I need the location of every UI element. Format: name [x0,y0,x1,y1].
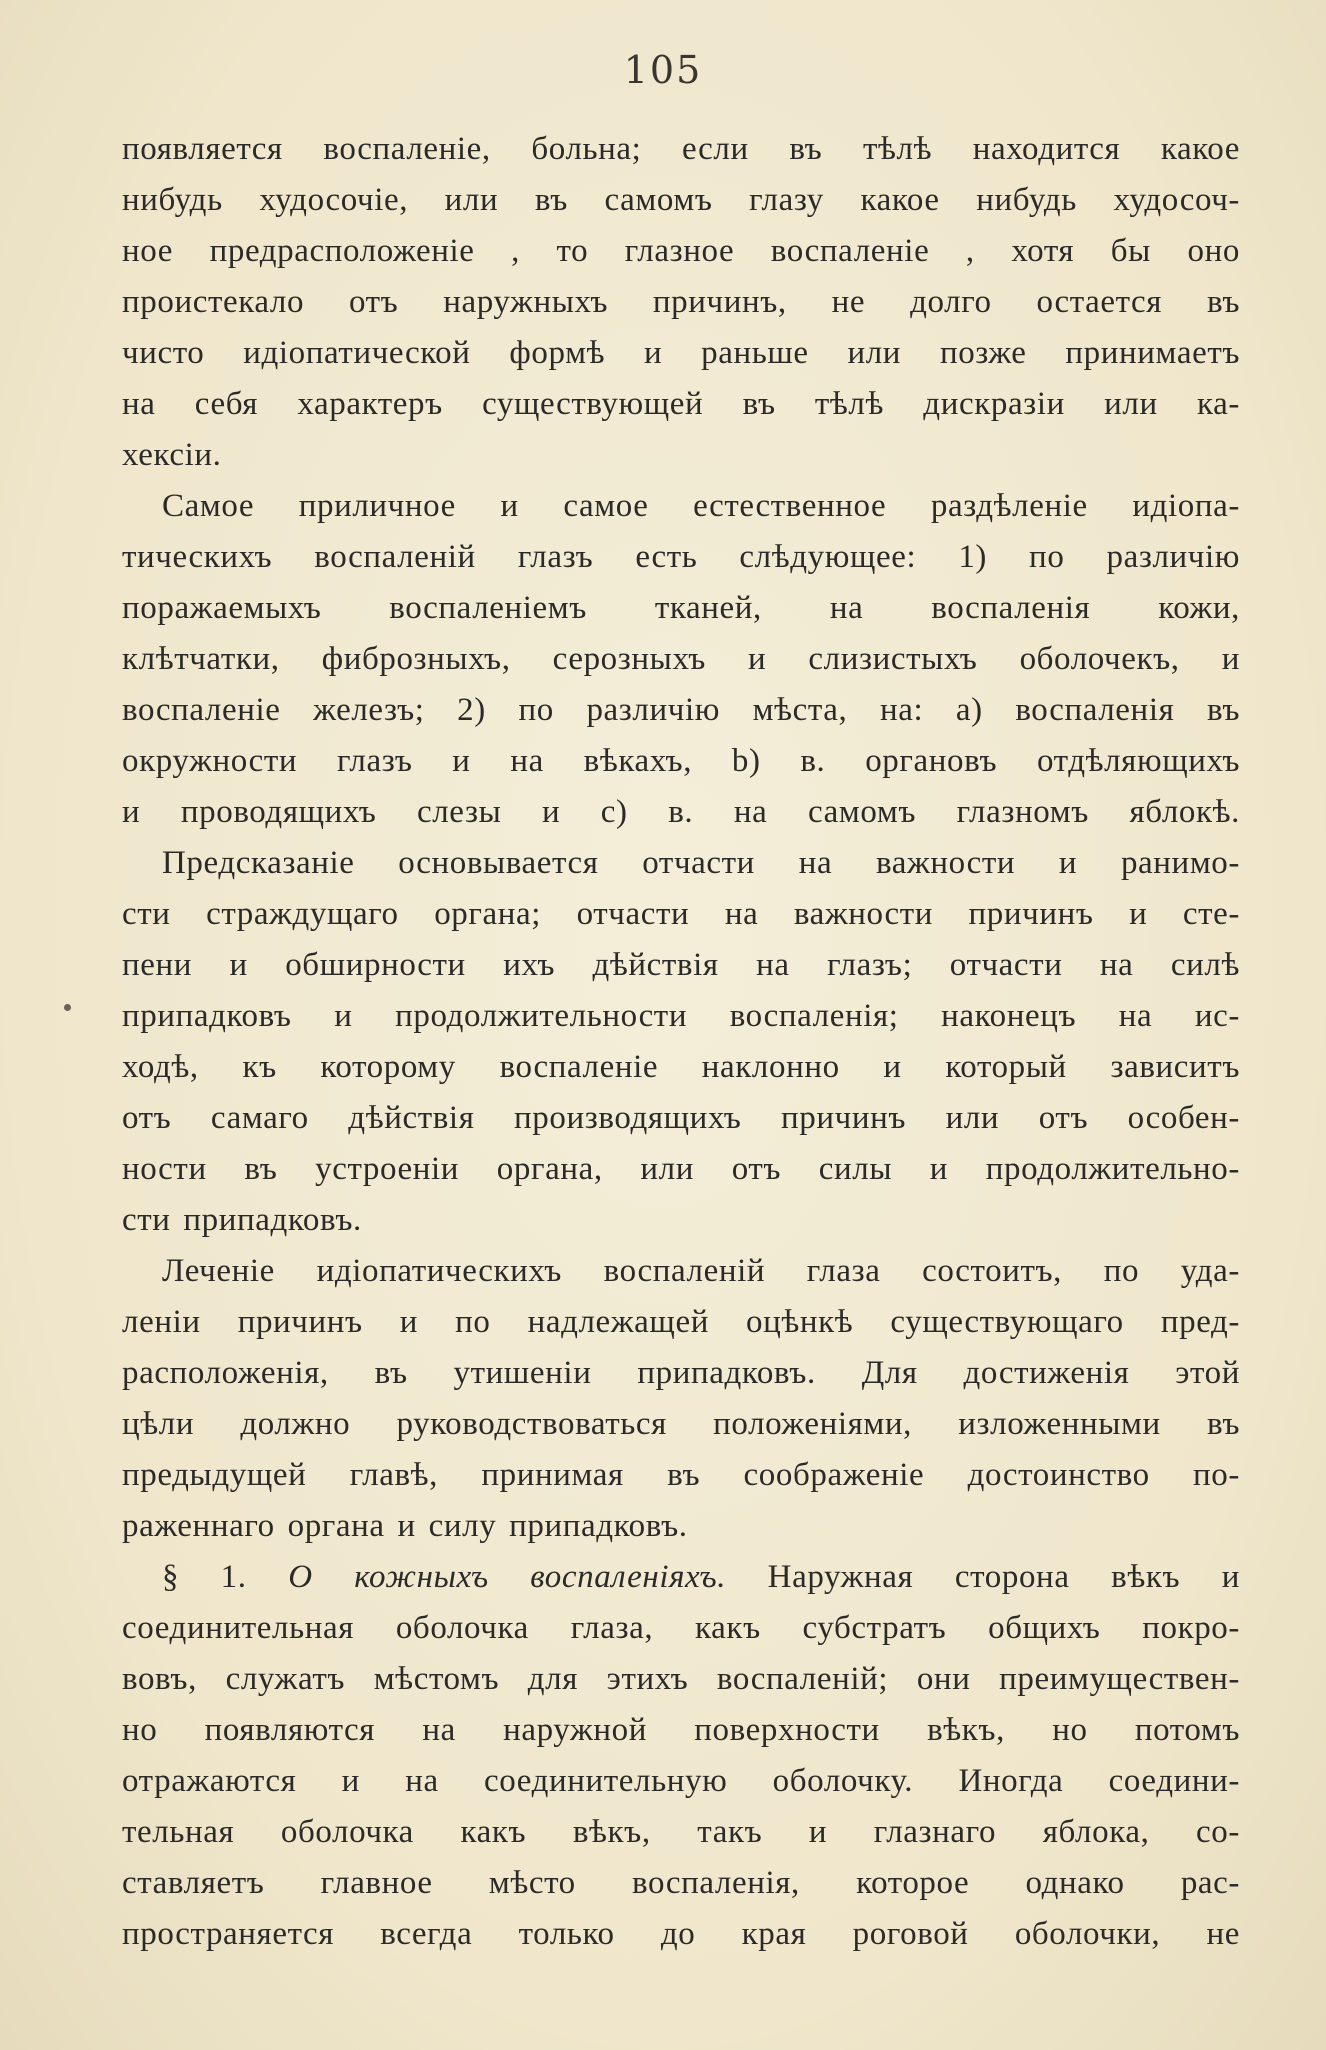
section-mark: § 1. [162,1559,247,1595]
text-line: отъ самаго дѣйствія производящихъ причинъ или отъ особен- [122,1100,1240,1136]
text-line: воспаленіе железъ; 2) по различію мѣста, на: a) воспаленія въ [122,692,1240,728]
section-title: О кожныхъ воспаленіяхъ. [288,1559,727,1595]
text-line: ности въ устроеніи органа, или отъ силы и продолжительно- [122,1151,1240,1187]
paragraph [122,838,1240,889]
text-line: ставляетъ главное мѣсто воспаленія, которое однако рас- [122,1865,1240,1901]
text-line: нибудь худосочіе, или въ самомъ глазу какое нибудь худосоч- [122,182,1240,218]
text-line: тельная оболочка какъ вѣкъ, такъ и глазнаго яблока, со- [122,1814,1240,1850]
text-line: Самое приличное и самое естественное раздѣленіе идіопа- [162,488,1240,524]
text-line: и проводящихъ слезы и c) в. на самомъ глазномъ яблокѣ. [122,794,1240,830]
page-number: 105 [623,48,703,92]
text-line: хексіи. [122,437,222,473]
text-line: клѣтчатки, фиброзныхъ, серозныхъ и слизистыхъ оболочекъ, и [122,641,1240,677]
text-line: цѣли должно руководствоваться положеніями, изложенными въ [122,1406,1240,1442]
text-line: соединительная оболочка глаза, какъ субстратъ общихъ покро- [122,1610,1240,1646]
text-line: ходѣ, къ которому воспаленіе наклонно и который зависитъ [122,1049,1240,1085]
paragraph [122,124,1240,481]
text-line: окружности глазъ и на вѣкахъ, b) в. органовъ отдѣляющихъ [122,743,1240,779]
text-line: тическихъ воспаленій глазъ есть слѣдующее: 1) по различію [122,539,1240,575]
text-line: Предсказаніе основывается отчасти на важности и ранимо- [162,845,1240,881]
text-line: вовъ, служатъ мѣстомъ для этихъ воспаленій; они преимуществен- [122,1661,1240,1697]
text-line: припадковъ и продолжительности воспаленія; наконецъ на ис- [122,998,1240,1034]
section-first-line-text: Наружная сторона вѣкъ и [767,1559,1240,1595]
text-line: но появляются на наружной поверхности вѣкъ, но потомъ [122,1712,1240,1748]
text-line: появляется воспаленіе, больна; если въ тѣлѣ находится какое [122,131,1240,167]
text-line: раженнаго органа и силу припадковъ. [122,1508,688,1544]
text-line: чисто идіопатической формѣ и раньше или позже принимаетъ [122,335,1240,371]
paragraph-continuation [122,532,1240,838]
text-line: отражаются и на соединительную оболочку. Иногда соедини- [122,1763,1240,1799]
text-line: ное предрасположеніе , то глазное воспаленіе , хотя бы оно [122,233,1240,269]
paragraph-continuation [122,889,1240,1246]
paragraph [122,1246,1240,1297]
text-line: сти страждущаго органа; отчасти на важности причинъ и сте- [122,896,1240,932]
text-line: поражаемыхъ воспаленіемъ тканей, на воспаленія кожи, [122,590,1240,626]
text-line: леніи причинъ и по надлежащей оцѣнкѣ существующаго пред- [122,1304,1240,1340]
ink-spot [64,1004,71,1011]
text-line: пространяется всегда только до края роговой оболочки, не [122,1916,1240,1952]
text-line: пени и обширности ихъ дѣйствія на глазъ; отчасти на силѣ [122,947,1240,983]
text-line: сти припадковъ. [122,1202,362,1238]
text-line: проистекало отъ наружныхъ причинъ, не долго остается въ [122,284,1240,320]
text-line: на себя характеръ существующей въ тѣлѣ дискразіи или ка- [122,386,1240,422]
paragraph-continuation [122,1297,1240,1552]
paragraph-continuation [122,1603,1240,1960]
body-text [122,124,1240,1960]
text-line: расположенія, въ утишеніи припадковъ. Для достиженія этой [122,1355,1240,1391]
text-line: предыдущей главѣ, принимая въ соображеніе достоинство по- [122,1457,1240,1493]
section-paragraph [122,1552,1240,1603]
section-first-line [162,1552,1240,1603]
text-line: Леченіе идіопатическихъ воспаленій глаза состоитъ, по уда- [162,1253,1240,1289]
paragraph [122,481,1240,532]
